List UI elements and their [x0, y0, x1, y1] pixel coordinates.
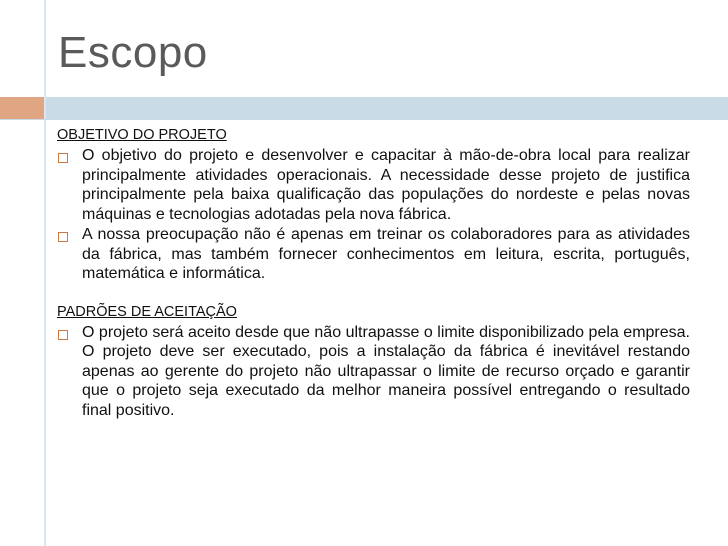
title-accent-bar: [0, 97, 44, 119]
square-bullet-icon: [58, 232, 68, 242]
bullet-text: A nossa preocupação não é apenas em treinar os colaboradores para as atividades da fábrica, mas também fornecer conhecimentos em leitura, escrita, português, matemática e informática.: [82, 226, 690, 282]
title-divider-line: [0, 119, 728, 120]
bullet-item: [57, 225, 690, 284]
bullet-item: [57, 323, 690, 421]
bullet-text: O objetivo do projeto e desenvolver e capacitar à mão-de-obra local para realizar principalmente atividades operacionais. A necessidade desse projeto de justifica principalmente pela baixa qualificação das populações do nordeste e pelas novas máquinas e tecnologias adotadas pela nova fábrica.: [82, 147, 690, 223]
bullet-text: O projeto será aceito desde que não ultrapasse o limite disponibilizado pela empresa. O projeto deve ser executado, pois a instalação da fábrica é inevitável restando apenas ao gerente do projeto não ultrapassar o limite de recurso orçado e garantir que o projeto seja executado da melhor maneira possível entregando o resultado final positivo.: [82, 323, 690, 419]
slide-title: Escopo: [58, 28, 208, 77]
section-heading-objetivo: OBJETIVO DO PROJETO: [57, 127, 227, 143]
bullet-item: [57, 146, 690, 224]
section-spacer: [57, 284, 690, 302]
square-bullet-icon: [58, 153, 68, 163]
decorative-vertical-line: [44, 0, 46, 546]
square-bullet-icon: [58, 330, 68, 340]
title-underline-bar: [46, 97, 728, 119]
slide-content: [57, 125, 690, 420]
section-heading-padroes: PADRÕES DE ACEITAÇÃO: [57, 303, 237, 320]
